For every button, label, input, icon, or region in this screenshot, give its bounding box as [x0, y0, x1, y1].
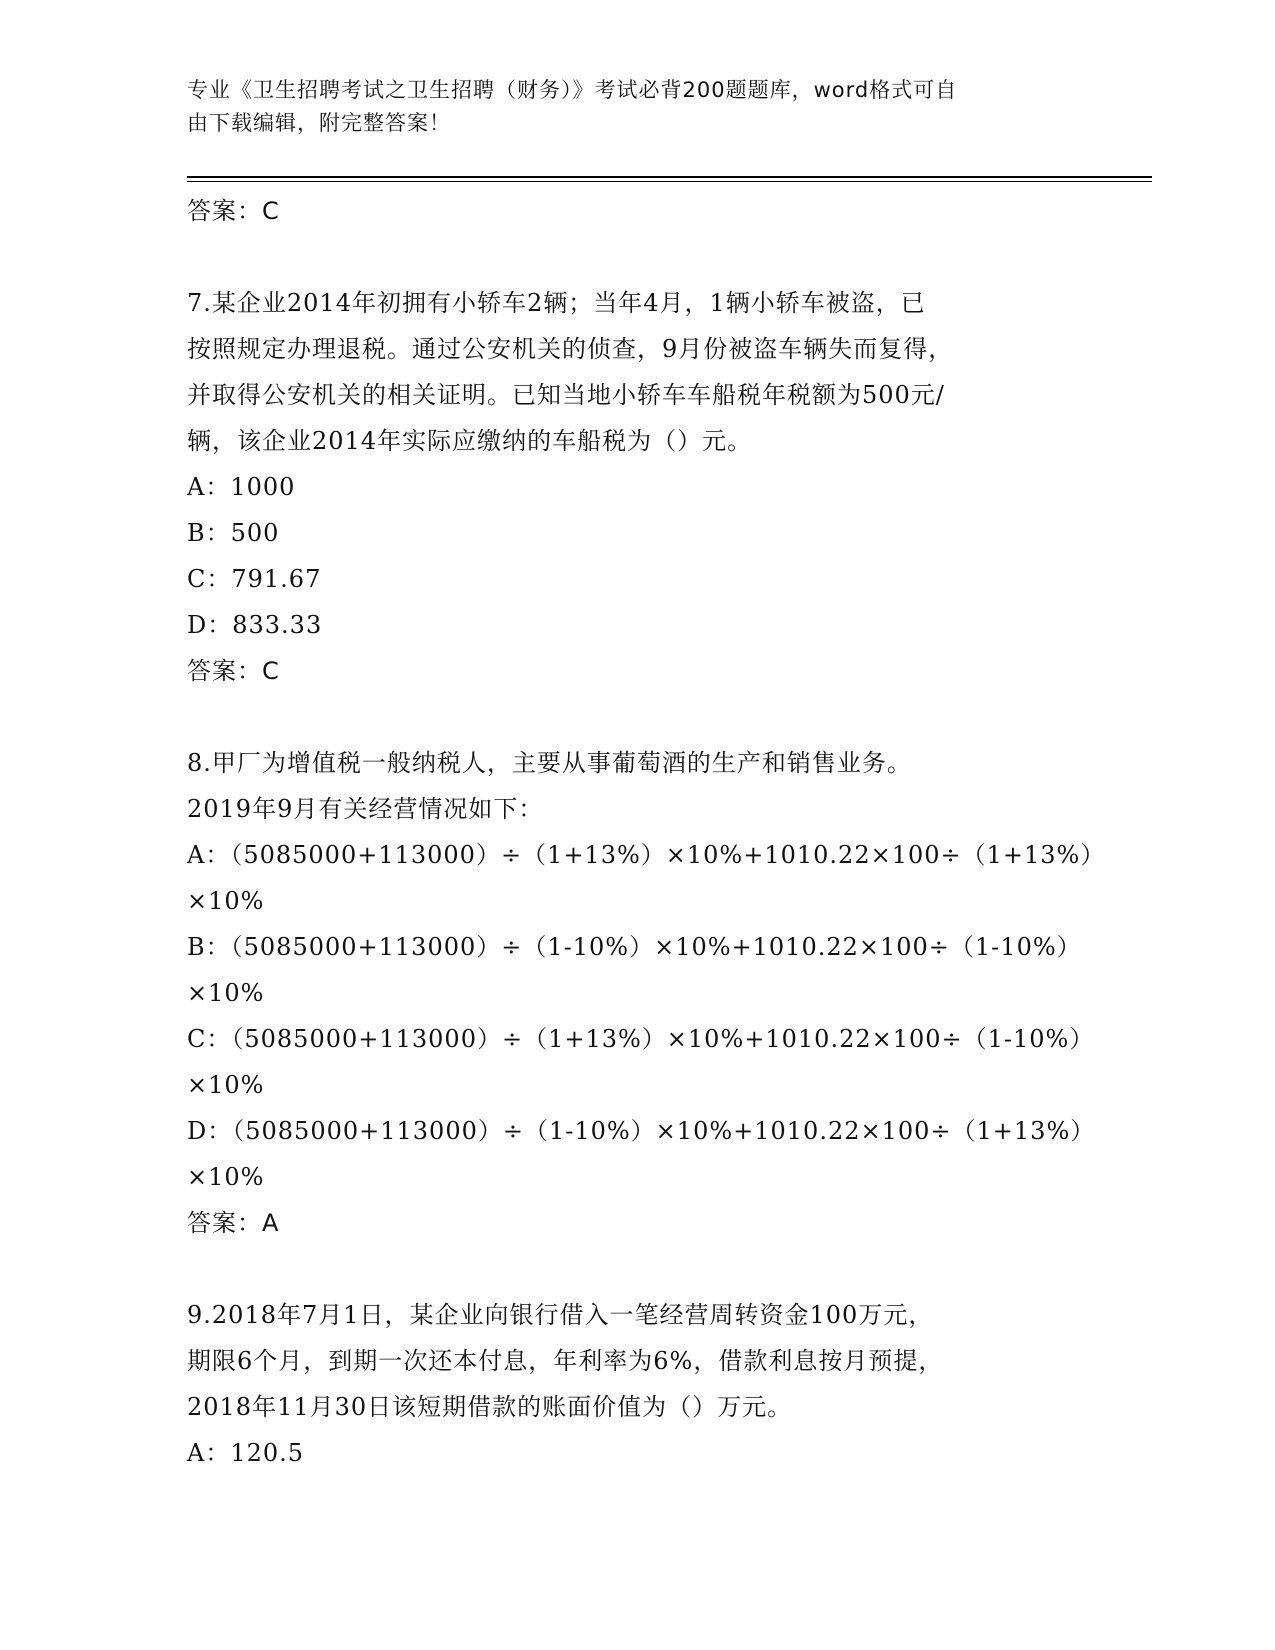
question-9-line-1: 9.2018年7月1日，某企业向银行借入一笔经营周转资金100万元， — [187, 1301, 934, 1329]
header-divider-thick — [187, 176, 1152, 178]
question-7-answer: 答案：C — [187, 657, 280, 685]
question-7-line-1: 7.某企业2014年初拥有小轿车2辆；当年4月，1辆小轿车被盗，已 — [187, 289, 926, 317]
spacer — [187, 1246, 1087, 1292]
header-line-2: 由下载编辑，附完整答案！ — [187, 111, 451, 135]
question-8-option-a: A：（5085000+113000）÷（1+13%）×10%+1010.22×100÷（1+13%） — [187, 841, 1106, 869]
question-8 — [187, 740, 1106, 1246]
question-8-line-1: 8.甲厂为增值税一般纳税人，主要从事葡萄酒的生产和销售业务。 — [187, 749, 912, 777]
question-8-option-a-cont: ×10% — [187, 887, 265, 915]
question-7-option-a: A：1000 — [187, 473, 296, 501]
question-9-option-a: A：120.5 — [187, 1439, 305, 1467]
question-7-line-3: 并取得公安机关的相关证明。已知当地小轿车车船税年税额为500元/ — [187, 381, 945, 409]
question-8-option-d: D：（5085000+113000）÷（1-10%）×10%+1010.22×100÷（1+13%） — [187, 1117, 1096, 1145]
question-9-line-3: 2018年11月30日该短期借款的账面价值为（）万元。 — [187, 1393, 793, 1421]
question-8-option-b: B：（5085000+113000）÷（1-10%）×10%+1010.22×100÷（1-10%） — [187, 933, 1082, 961]
question-7-option-d: D：833.33 — [187, 611, 323, 639]
question-8-line-2: 2019年9月有关经营情况如下： — [187, 795, 544, 823]
previous-question-answer: 答案：C — [187, 197, 280, 225]
question-9-line-2: 期限6个月，到期一次还本付息，年利率为6%，借款利息按月预提， — [187, 1347, 944, 1375]
question-8-answer: 答案：A — [187, 1209, 280, 1237]
header-line-1: 专业《卫生招聘考试之卫生招聘（财务）》考试必背200题题库，word格式可自 — [187, 78, 958, 102]
spacer — [187, 694, 1087, 740]
question-8-option-c-cont: ×10% — [187, 1071, 265, 1099]
question-7-option-b: B：500 — [187, 519, 280, 547]
question-8-option-d-cont: ×10% — [187, 1163, 265, 1191]
question-8-option-c: C：（5085000+113000）÷（1+13%）×10%+1010.22×100÷（1-10%） — [187, 1025, 1095, 1053]
question-9 — [187, 1292, 1087, 1476]
header-divider-thin — [187, 181, 1152, 182]
question-7-line-2: 按照规定办理退税。通过公安机关的侦查，9月份被盗车辆失而复得， — [187, 335, 954, 363]
document-header — [187, 74, 1067, 140]
document-body — [187, 188, 1106, 1476]
question-8-option-b-cont: ×10% — [187, 979, 265, 1007]
question-7-line-4: 辆，该企业2014年实际应缴纳的车船税为（）元。 — [187, 427, 753, 455]
question-7 — [187, 280, 1087, 694]
question-7-option-c: C：791.67 — [187, 565, 322, 593]
spacer — [187, 234, 1087, 280]
